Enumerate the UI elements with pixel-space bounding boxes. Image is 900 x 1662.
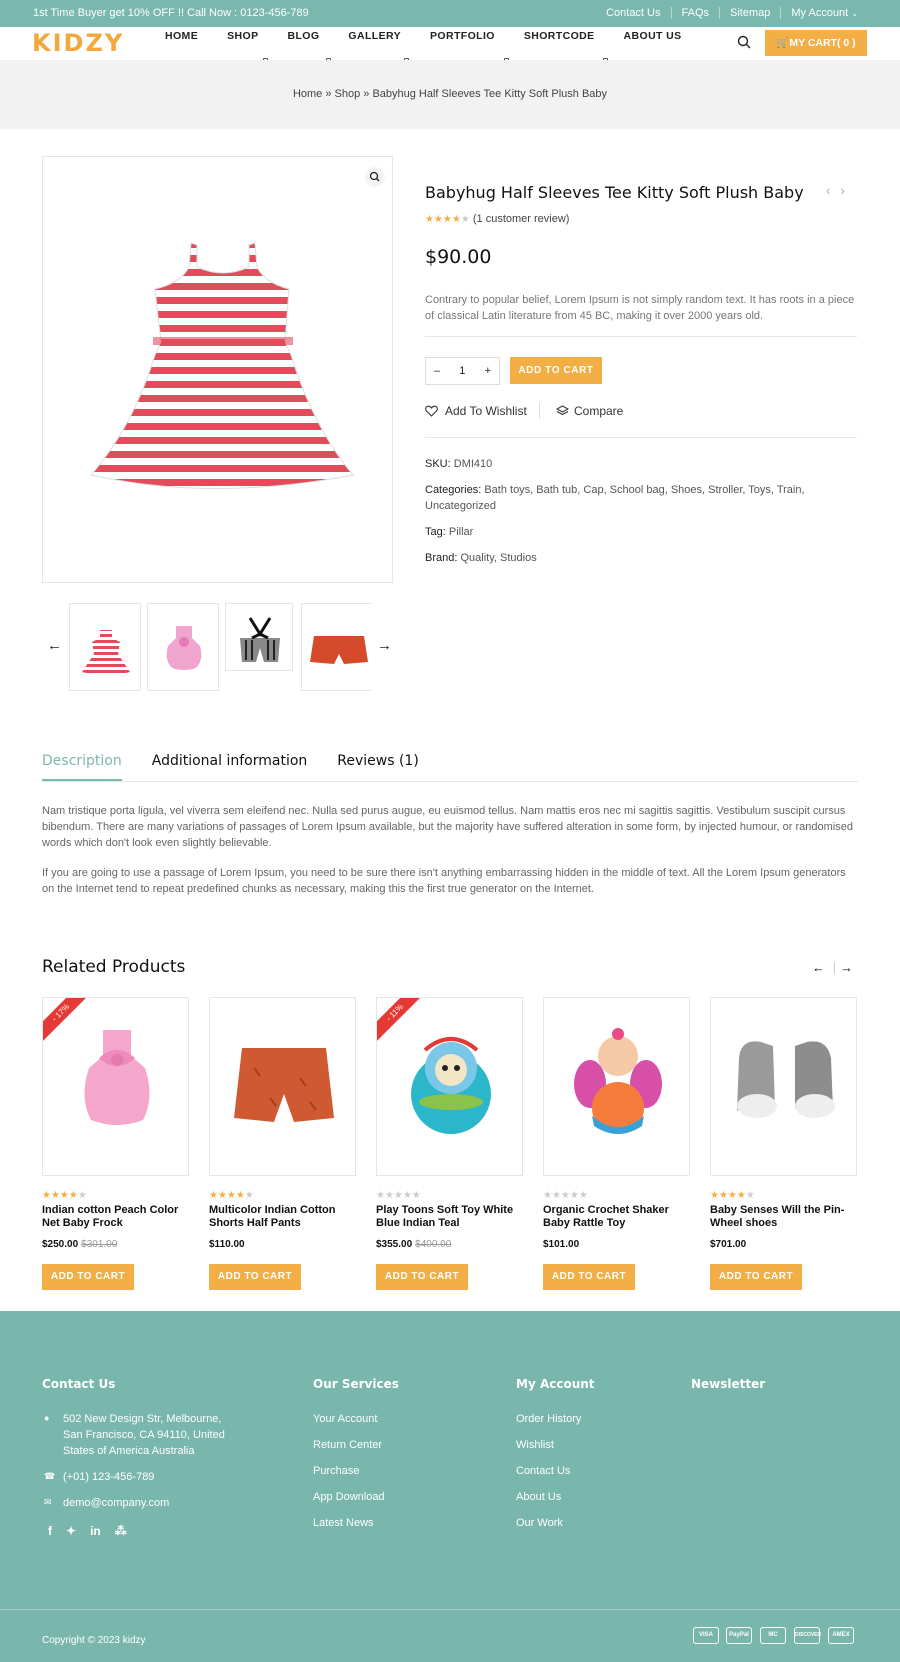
footer-link[interactable]: App Download — [313, 1491, 385, 1503]
main-nav — [165, 30, 711, 42]
compare-link[interactable] — [556, 404, 623, 418]
product-name[interactable]: Baby Senses Will the Pin-Wheel shoes — [710, 1204, 845, 1229]
footer-link[interactable]: Purchase — [313, 1465, 360, 1477]
star-rating: ★★★★★ — [543, 1190, 588, 1201]
prev-product-icon[interactable]: ‹ — [826, 183, 841, 198]
thumbnail-3[interactable] — [225, 603, 293, 671]
rss-icon[interactable]: ⁂ — [114, 1524, 127, 1538]
footer-link[interactable]: Latest News — [313, 1517, 374, 1529]
add-to-cart-button[interactable]: ADD TO CART — [543, 1264, 635, 1290]
top-link-contact[interactable]: Contact Us — [606, 7, 661, 19]
quantity-stepper[interactable] — [425, 357, 500, 385]
brand-links[interactable]: Quality, Studios — [460, 552, 537, 564]
thumbnail-1[interactable] — [69, 603, 141, 691]
footer-contact-title: Contact Us — [42, 1377, 116, 1391]
top-link-my-account[interactable] — [780, 7, 868, 19]
zoom-icon — [365, 167, 385, 187]
nav-about[interactable]: ABOUT US — [623, 30, 682, 42]
footer-link[interactable]: Return Center — [313, 1439, 383, 1451]
top-link-sitemap[interactable]: Sitemap — [719, 7, 780, 19]
nav-shop[interactable]: SHOP — [227, 30, 259, 42]
sale-badge: - 17% — [42, 997, 94, 1046]
tag-link[interactable]: Pillar — [448, 526, 474, 538]
divider — [42, 781, 858, 782]
divider — [425, 437, 857, 438]
mastercard-icon: MC — [760, 1627, 786, 1644]
breadcrumb: Home » Shop » Babyhug Half Sleeves Tee Kitty Soft Plush Baby — [292, 88, 608, 100]
description-paragraph: Nam tristique porta ligula, vel viverra sem eleifend nec. Nulla sed purus augue, eu euismod tellus. Nam mattis eros nec mi sagittis sagittis. Vestibulum suscipit cursus bibendum. There are many variations of passages of Lorem Ipsum available, but the majority have suffered alteration in some form, by injected humour, or randomised words which don't look even slightly believable. — [42, 805, 853, 849]
thumbnail-4[interactable] — [301, 603, 371, 691]
sku-label: SKU: — [425, 458, 451, 470]
thumbnail-2[interactable] — [147, 603, 219, 691]
categories-label: Categories: — [425, 484, 482, 496]
cart-button[interactable] — [765, 30, 867, 56]
sku-row — [425, 456, 865, 472]
short-description: Contrary to popular belief, Lorem Ipsum is not simply random text. It has roots in a piece of classical Latin literature from 45 BC, making it over 2000 years old. — [425, 294, 855, 322]
product-price — [543, 1239, 579, 1250]
price-current: $250.00 — [42, 1239, 79, 1250]
add-to-cart-button[interactable]: ADD TO CART — [42, 1264, 134, 1290]
main-header — [0, 27, 900, 60]
qty-plus-button[interactable]: + — [484, 365, 491, 377]
brand-label: Brand: — [425, 552, 458, 564]
divider — [834, 962, 835, 974]
review-link[interactable]: (1 customer review) — [472, 213, 570, 225]
nav-shortcode[interactable]: SHORTCODE — [523, 30, 595, 42]
tab-additional-information[interactable]: Additional information — [151, 753, 308, 769]
nav-gallery[interactable]: GALLERY — [348, 30, 401, 42]
compare-label: Compare — [574, 404, 624, 418]
top-links — [596, 7, 868, 19]
phone-icon: ☎ — [44, 1471, 56, 1481]
price-current: $110.00 — [209, 1239, 245, 1250]
chevron-down-icon: ⌄ — [851, 9, 858, 18]
location-pin-icon: ● — [44, 1413, 50, 1423]
product-name[interactable]: Organic Crochet Shaker Baby Rattle Toy — [543, 1204, 669, 1229]
cart-label: MY CART( 0 ) — [789, 37, 856, 49]
product-name[interactable]: Play Toons Soft Toy White Blue Indian Teal — [376, 1204, 514, 1229]
footer-address: 502 New Design Str, Melbourne, San Francisco, CA 94110, United States of America Australia — [63, 1413, 225, 1457]
product-image[interactable] — [543, 997, 690, 1176]
product-price: $90.00 — [425, 246, 492, 268]
product-image[interactable] — [710, 997, 857, 1176]
wishlist-link[interactable] — [425, 404, 527, 418]
add-to-cart-button[interactable]: ADD TO CART — [376, 1264, 468, 1290]
product-price — [42, 1239, 117, 1250]
tab-description[interactable]: Description — [42, 753, 122, 781]
divider — [0, 1609, 900, 1610]
price-current: $355.00 — [376, 1239, 413, 1250]
nav-portfolio[interactable]: PORTFOLIO — [429, 30, 495, 42]
star-rating: ★★★★★ — [710, 1190, 755, 1201]
divider — [539, 403, 540, 419]
tag-row — [425, 524, 865, 540]
wishlist-label: Add To Wishlist — [445, 404, 527, 418]
nav-blog[interactable]: BLOG — [287, 30, 320, 42]
footer-link[interactable]: Order History — [516, 1413, 582, 1425]
footer-link[interactable]: Wishlist — [516, 1439, 554, 1451]
product-price — [209, 1239, 245, 1250]
logo-text: KIDZY — [32, 29, 125, 57]
price-current: $101.00 — [543, 1239, 580, 1250]
mail-icon: ✉ — [44, 1497, 52, 1507]
categories-row — [425, 482, 865, 514]
product-price — [710, 1239, 746, 1250]
related-arrows — [812, 960, 858, 976]
star-rating: ★★★★★ — [376, 1190, 421, 1201]
divider — [425, 336, 857, 337]
add-to-cart-button[interactable]: ADD TO CART — [209, 1264, 301, 1290]
twitter-icon[interactable]: ✦ — [66, 1524, 77, 1538]
linkedin-icon[interactable]: in — [90, 1524, 101, 1538]
sale-badge: - 11% — [376, 997, 428, 1046]
related-title: Related Products — [42, 957, 186, 977]
footer-services-title: Our Services — [313, 1377, 399, 1391]
footer-account-title: My Account — [516, 1377, 595, 1391]
layers-icon — [556, 405, 569, 417]
footer-email[interactable]: demo@company.com — [63, 1497, 170, 1509]
footer-link[interactable]: Your Account — [313, 1413, 378, 1425]
top-link-faqs[interactable]: FAQs — [671, 7, 720, 19]
copyright: Copyright © 2023 kidzy — [42, 1635, 146, 1646]
arrow-left-icon[interactable]: ← — [47, 637, 62, 654]
breadcrumb-band — [0, 60, 900, 129]
product-image[interactable] — [209, 997, 356, 1176]
zoom-button[interactable] — [365, 167, 385, 187]
tag-label: Tag: — [425, 526, 446, 538]
social-links — [48, 1524, 127, 1538]
heart-icon — [425, 405, 438, 417]
paypal-icon: PayPal — [726, 1627, 752, 1644]
product-image[interactable] — [376, 997, 523, 1176]
add-to-cart-button[interactable]: ADD TO CART — [710, 1264, 802, 1290]
amex-icon: AMEX — [828, 1627, 854, 1644]
arrow-left-icon[interactable]: ← — [812, 960, 825, 975]
price-current: $701.00 — [710, 1239, 747, 1250]
my-account-label: My Account — [791, 7, 849, 19]
promo-text: 1st Time Buyer get 10% OFF !! Call Now : 0123-456-789 — [33, 7, 309, 19]
footer-newsletter-title: Newsletter — [691, 1377, 766, 1391]
arrow-right-icon[interactable]: → — [377, 637, 392, 654]
top-bar — [0, 0, 900, 27]
star-rating: ★★★★★ — [209, 1190, 254, 1201]
qty-value[interactable]: 1 — [459, 365, 466, 377]
next-product-icon[interactable]: › — [840, 183, 855, 198]
star-rating: ★★★★★ — [42, 1190, 87, 1201]
footer — [0, 1311, 900, 1662]
arrow-right-icon[interactable]: → — [840, 960, 853, 975]
product-main-image[interactable] — [42, 156, 393, 583]
tab-reviews[interactable]: Reviews (1) — [337, 753, 419, 769]
product-nav-arrows — [826, 183, 855, 198]
product-price — [376, 1239, 451, 1250]
brand-row — [425, 550, 865, 566]
sku-value: DMI410 — [453, 458, 493, 470]
facebook-icon[interactable]: f — [48, 1524, 52, 1538]
rating-row — [425, 213, 569, 225]
nav-home[interactable]: HOME — [165, 30, 199, 42]
product-image[interactable] — [42, 997, 189, 1176]
product-name[interactable]: Indian cotton Peach Color Net Baby Frock — [42, 1204, 179, 1229]
description-paragraph: If you are going to use a passage of Lorem Ipsum, you need to be sure there isn't anything embarrassing hidden in the middle of text. All the Lorem Ipsum generators on the Internet tend to repeat predefined chunks as necessary, making this the first true generator on the Internet. — [42, 867, 846, 895]
add-to-cart-button[interactable]: ADD TO CART — [510, 357, 602, 384]
visa-icon: VISA — [693, 1627, 719, 1644]
search-icon[interactable] — [737, 35, 751, 49]
footer-link[interactable]: Our Work — [516, 1517, 563, 1529]
product-title: Babyhug Half Sleeves Tee Kitty Soft Plush Baby — [425, 183, 804, 202]
cart-icon: 🛒 — [776, 37, 790, 49]
qty-minus-button[interactable]: – — [434, 365, 441, 377]
categories-links[interactable]: Bath toys, Bath tub, Cap, School bag, Shoes, Stroller, Toys, Train, Uncategorized — [425, 484, 805, 512]
footer-link[interactable]: Contact Us — [516, 1465, 571, 1477]
logo[interactable] — [32, 29, 124, 57]
price-old: $301.00 — [81, 1239, 118, 1250]
discover-icon: DISCOVER — [794, 1627, 820, 1644]
striped-dress-image — [43, 157, 394, 584]
footer-link[interactable]: About Us — [516, 1491, 562, 1503]
footer-phone[interactable]: (+01) 123-456-789 — [63, 1471, 155, 1483]
star-rating: ★★★★★ — [425, 214, 470, 225]
price-old: $400.00 — [415, 1239, 452, 1250]
product-tabs — [42, 753, 449, 781]
product-name[interactable]: Multicolor Indian Cotton Shorts Half Pants — [209, 1204, 336, 1229]
thumbnail-strip — [42, 603, 393, 691]
